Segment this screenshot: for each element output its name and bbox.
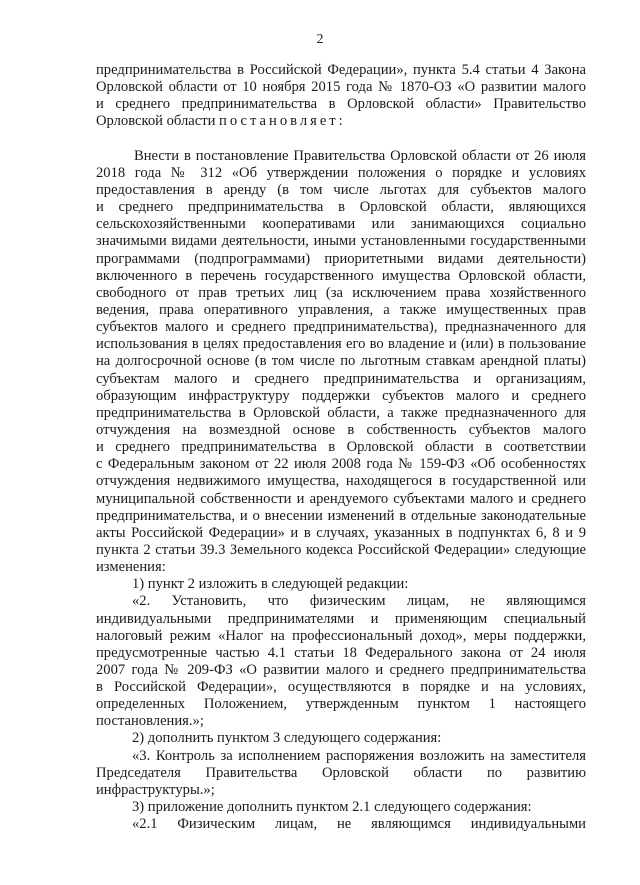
text-line: предусмотренные частью 4.1 статьи 18 Федерального закона от 24 июля [96, 644, 586, 661]
text-line: отчуждения недвижимого имущества, находящегося в государственной или [96, 473, 586, 490]
text-line: образующим инфраструктуру поддержки субъектов малого и среднего [96, 387, 586, 404]
text-line: 2) дополнить пунктом 3 следующего содержания: [132, 730, 442, 747]
text-line: и среднего предпринимательства в Орловской области в соответствии [96, 439, 586, 456]
text-line: 1) пункт 2 изложить в следующей редакции: [132, 576, 409, 593]
text-line: муниципальной собственности и арендуемого субъектами малого и среднего [96, 490, 586, 507]
text-line: Председателя Правительства Орловской области по развитию [96, 764, 586, 781]
text-line: 2018 года № 312 «Об утверждении положения о порядке и условиях [96, 164, 586, 181]
page-number: 2 [316, 32, 324, 47]
text-line: свободного от прав третьих лиц (за исключением права хозяйственного [96, 284, 586, 301]
text-line: значимыми видами деятельности, иными установленными государственными [96, 233, 586, 250]
text-line: 2007 года № 209-ФЗ «О развитии малого и среднего предпринимательства [96, 661, 586, 678]
text-line: субъектам малого и среднего предпринимательства и организациям, [96, 370, 586, 387]
text-line: «2.1 Физическим лицам, не являющимся индивидуальными [132, 816, 586, 833]
document-body [96, 62, 586, 833]
text-line: отчуждения на возмездной основе в собственность субъектов малого [96, 421, 586, 438]
text-line: постановления.»; [96, 713, 204, 730]
text-line: предпринимательства в Российской Федерации», пункта 5.4 статьи 4 Закона [96, 62, 586, 78]
text-line: программами (подпрограммами) приоритетными видами деятельности) [96, 250, 586, 267]
text-line: Внести в постановление Правительства Орловской области от 26 июля [134, 147, 586, 164]
text-line: предпринимательства, и о внесении изменений в отдельные законодательные [96, 507, 586, 524]
text-line: Орловской области от 10 ноября 2015 года № 1870-ОЗ «О развитии малого [96, 79, 586, 96]
text-line: субъектов малого и среднего предпринимательства), предназначенного для [96, 319, 586, 336]
resolution-word: постановляет: [219, 113, 346, 130]
text-line [96, 131, 586, 148]
text-line: и среднего предпринимательства в Орловской области» Правительство [96, 96, 586, 113]
text-line: в Российской Федерации», осуществляются в порядке и на условиях, [96, 679, 586, 696]
text-line: акты Российской Федерации» и в случаях, указанных в подпунктах 6, 8 и 9 [96, 524, 586, 541]
text-line: с Федеральным законом от 22 июля 2008 года № 159-ФЗ «Об особенностях [96, 456, 586, 473]
text-line: «2. Установить, что физическим лицам, не являющимся [132, 593, 586, 610]
text-line: «3. Контроль за исполнением распоряжения возложить на заместителя [132, 747, 586, 764]
text-line: включенного в перечень государственного имущества Орловской области, [96, 267, 586, 284]
text-line: использования в целях предоставления его во владение и (или) в пользование [96, 336, 586, 353]
text-line: определенных Положением, утвержденным пунктом 1 настоящего [96, 696, 586, 713]
text-line: на долгосрочной основе (в том числе по льготным ставкам арендной платы) [96, 353, 586, 370]
text-line: предоставления в аренду (в том числе льготах для субъектов малого [96, 181, 586, 198]
text-line: налоговый режим «Налог на профессиональный доход», меры поддержки, [96, 627, 586, 644]
text-line: 3) приложение дополнить пунктом 2.1 следующего содержания: [132, 799, 532, 816]
text-line: индивидуальными предпринимателями и применяющим специальный [96, 610, 586, 627]
text-line: Орловской области постановляет: [96, 113, 346, 130]
text-line: изменения: [96, 559, 166, 576]
text-line: инфраструктуры.»; [96, 781, 215, 798]
text-line: и среднего предпринимательства в Орловской области, являющихся [96, 199, 586, 216]
text-line: предпринимательства в Орловской области, а также предназначенного для [96, 404, 586, 421]
text-line: ведения, права оперативного управления, а также имущественных прав [96, 301, 586, 318]
text-line: пункта 2 статьи 39.3 Земельного кодекса Российской Федерации» следующие [96, 541, 586, 558]
text-line: сельскохозяйственными кооперативами или занимающихся социально [96, 216, 586, 233]
